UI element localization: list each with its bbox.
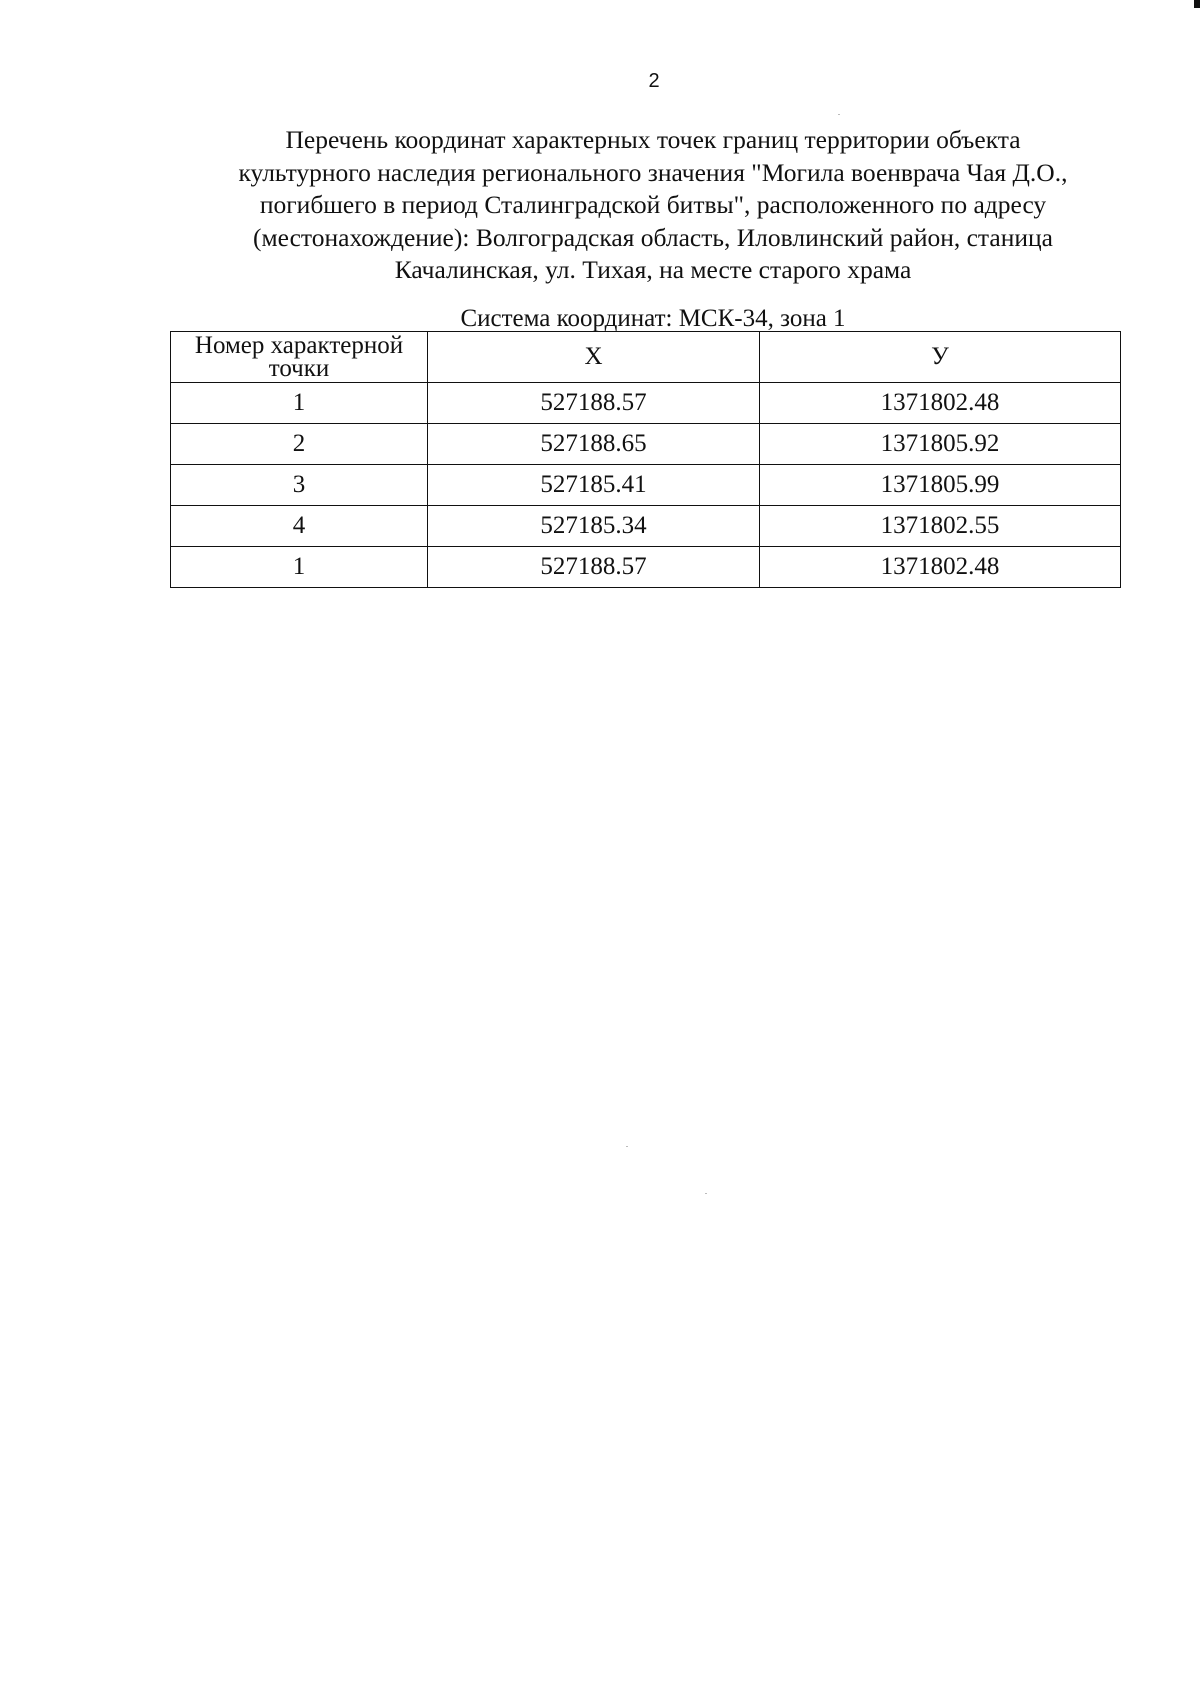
scan-speck <box>838 114 840 115</box>
title-line: Перечень координат характерных точек границ территории объекта <box>285 125 1021 154</box>
cell-y: 1371802.55 <box>760 506 1121 547</box>
cell-point: 2 <box>171 424 428 465</box>
cell-x: 527188.65 <box>428 424 760 465</box>
table-row <box>171 506 1121 547</box>
title-line: культурного наследия регионального значения "Могила военврача Чая Д.О., <box>238 157 1068 187</box>
cell-y: 1371802.48 <box>760 547 1121 588</box>
scan-corner-mark <box>1194 0 1200 8</box>
cell-point: 1 <box>171 383 428 424</box>
cell-x: 527185.34 <box>428 506 760 547</box>
header-y: У <box>760 332 1121 383</box>
scan-speck <box>705 1193 707 1194</box>
header-x: X <box>428 332 760 383</box>
cell-x: 527188.57 <box>428 547 760 588</box>
cell-y: 1371802.48 <box>760 383 1121 424</box>
cell-x: 527188.57 <box>428 383 760 424</box>
document-title <box>150 124 1156 287</box>
table-row <box>171 383 1121 424</box>
coordinates-table <box>170 331 1121 588</box>
coordinate-system-caption: Система координат: МСК-34, зона 1 <box>460 305 846 332</box>
title-line: погибшего в период Сталинградской битвы", расположенного по адресу <box>259 190 1047 219</box>
table-row <box>171 547 1121 588</box>
cell-point: 4 <box>171 506 428 547</box>
title-line: Качалинская, ул. Тихая, на месте старого храма <box>394 255 912 284</box>
cell-y: 1371805.92 <box>760 424 1121 465</box>
scan-speck <box>626 1146 628 1147</box>
cell-point: 3 <box>171 465 428 506</box>
page-number: 2 <box>648 70 660 92</box>
cell-y: 1371805.99 <box>760 465 1121 506</box>
table-row <box>171 424 1121 465</box>
table-header-row <box>171 332 1121 383</box>
table-row <box>171 465 1121 506</box>
title-line: (местонахождение): Волгоградская область, Иловлинский район, станица <box>253 222 1053 252</box>
cell-point: 1 <box>171 547 428 588</box>
header-point-number: Номер характерной точки <box>171 332 428 383</box>
cell-x: 527185.41 <box>428 465 760 506</box>
